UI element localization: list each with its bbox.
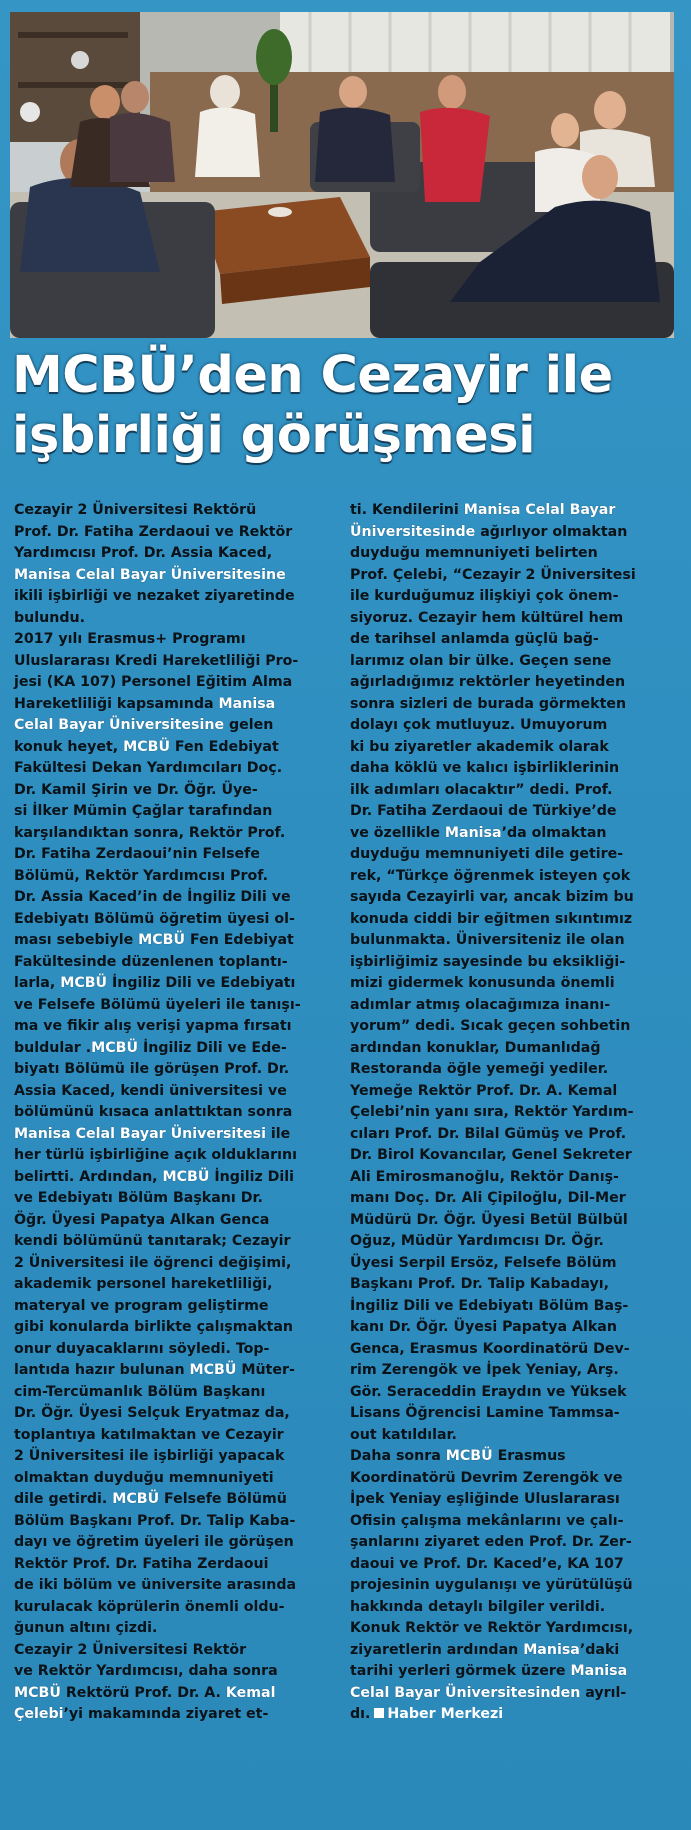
- article-text-line: [14, 1188, 334, 1210]
- article-text: İngiliz Dili ve Ede-: [138, 1039, 287, 1056]
- article-column-right: [350, 500, 680, 1726]
- article-text: Genca, Erasmus Koordinatörü Dev-: [350, 1340, 630, 1357]
- article-text-line: [14, 1661, 334, 1683]
- article-text: bölümünü kısaca anlattıktan sonra: [14, 1104, 293, 1120]
- article-text: Rektörü Prof. Dr. A.: [60, 1684, 226, 1701]
- article-text-line: [14, 715, 334, 737]
- article-text-line: [14, 973, 334, 995]
- article-text-line: [350, 1059, 680, 1081]
- article-text-line: [350, 522, 680, 544]
- article-text-line: [350, 1618, 680, 1640]
- article-text-line: [14, 500, 334, 522]
- article-text: manı Doç. Dr. Ali Çipiloğlu, Dil-Mer: [350, 1190, 626, 1206]
- article-text: ’yi makamında ziyaret et-: [63, 1706, 269, 1722]
- article-text-line: [350, 1145, 680, 1167]
- article-text: Dr. Assia Kaced’in de İngiliz Dili ve: [14, 889, 291, 905]
- article-text-line: [14, 1618, 334, 1640]
- article-text-line: [14, 930, 334, 952]
- article-text: ayrıl-: [580, 1684, 627, 1701]
- article-text: cıları Prof. Dr. Bilal Gümüş ve Prof.: [350, 1125, 627, 1142]
- article-text-line: [14, 1532, 334, 1554]
- article-text-line: [350, 1597, 680, 1619]
- article-text: duyduğu memnuniyeti dile getire-: [350, 846, 624, 862]
- article-text-line: [350, 1016, 680, 1038]
- article-text: Başkanı Prof. Dr. Talip Kabadayı,: [350, 1276, 610, 1292]
- article-text: Restoranda öğle yemeği yediler.: [350, 1061, 609, 1077]
- article-text-line: [350, 672, 680, 694]
- article-text: Üyesi Serpil Ersöz, Felsefe Bölüm: [350, 1254, 617, 1271]
- article-text: projesinin uygulanışı ve yürütülüşü: [350, 1577, 633, 1593]
- article-text-line: [14, 651, 334, 673]
- article-text-line: [14, 866, 334, 888]
- article-text: Gör. Seraceddin Eraydın ve Yüksek: [350, 1383, 627, 1400]
- article-text: ağırlıyor olmaktan: [475, 523, 628, 540]
- article-text-line: [350, 1317, 680, 1339]
- article-text: Dr. Birol Kovancılar, Genel Sekreter: [350, 1147, 632, 1163]
- highlighted-name: MCBÜ: [60, 975, 108, 991]
- article-text-line: [350, 565, 680, 587]
- article-photo: [10, 12, 674, 338]
- article-text: Edebiyatı Bölümü öğretim üyesi ol-: [14, 910, 295, 927]
- article-text-line: [350, 887, 680, 909]
- article-text-line: [350, 1532, 680, 1554]
- article-text: Dr. Fatiha Zerdaoui’nin Felsefe: [14, 846, 260, 862]
- article-text-line: [350, 909, 680, 931]
- article-text-line: [14, 1511, 334, 1533]
- article-text-line: [350, 1296, 680, 1318]
- article-text-line: [350, 1446, 680, 1468]
- byline: Haber Merkezi: [387, 1706, 504, 1722]
- article-text-line: [14, 1317, 334, 1339]
- highlighted-name: MCBÜ: [138, 932, 186, 948]
- article-text: buldular .: [14, 1039, 92, 1056]
- article-text-line: [350, 1188, 680, 1210]
- article-text-line: [14, 780, 334, 802]
- article-text-line: [350, 1425, 680, 1447]
- article-text: ğunun altını çizdi.: [14, 1620, 158, 1636]
- article-text-line: [350, 1683, 680, 1705]
- highlighted-name: Kemal: [225, 1684, 276, 1701]
- article-text: akademik personel hareketliliği,: [14, 1276, 273, 1292]
- article-text: duyduğu memnuniyeti belirten: [350, 545, 598, 561]
- article-text: rim Zerengök ve İpek Yeniay, Arş.: [350, 1362, 619, 1378]
- article-text-line: [350, 1640, 680, 1662]
- article-text-line: [350, 758, 680, 780]
- article-text-line: [350, 1575, 680, 1597]
- article-text: daoui ve Prof. Dr. Kaced’e, KA 107: [350, 1555, 624, 1572]
- article-text: olmaktan duyduğu memnuniyeti: [14, 1469, 274, 1486]
- article-text: kendi bölümünü tanıtarak; Cezayir: [14, 1233, 291, 1249]
- article-text-line: [350, 823, 680, 845]
- article-text-line: [14, 1446, 334, 1468]
- article-text: Bölüm Başkanı Prof. Dr. Talip Kaba-: [14, 1512, 296, 1529]
- article-text-line: [14, 1231, 334, 1253]
- article-text-line: [350, 780, 680, 802]
- article-text-line: [14, 1640, 334, 1662]
- article-text: hakkında detaylı bilgiler verildi.: [350, 1598, 606, 1615]
- article-text: cim-Tercümanlık Bölüm Başkanı: [14, 1383, 266, 1400]
- article-text: Erasmus: [492, 1448, 566, 1464]
- article-text: İngiliz Dili ve Edebiyatı: [107, 975, 296, 991]
- article-text: 2 Üniversitesi ile öğrenci değişimi,: [14, 1254, 292, 1271]
- article-text: ’daki: [579, 1641, 620, 1658]
- article-text-line: [350, 973, 680, 995]
- article-text: kanı Dr. Öğr. Üyesi Papatya Alkan: [350, 1319, 617, 1335]
- article-text: ardından konuklar, Dumanlıdağ: [350, 1039, 601, 1056]
- highlighted-name: Üniversitesinde: [350, 523, 476, 540]
- article-text: biyatı Bölümü ile görüşen Prof. Dr.: [14, 1061, 290, 1077]
- article-text: 2 Üniversitesi ile işbirliği yapacak: [14, 1448, 285, 1464]
- highlighted-name: Manisa Celal Bayar: [463, 502, 616, 518]
- article-text: ve Rektör Yardımcısı, daha sonra: [14, 1663, 278, 1679]
- article-text: Fen Edebiyat: [185, 932, 294, 948]
- article-text: Müter-: [236, 1362, 295, 1378]
- article-text-line: [350, 1210, 680, 1232]
- highlighted-name: Celal Bayar Üniversitesinden: [350, 1684, 581, 1701]
- article-text: de tarihsel anlamda güçlü bağ-: [350, 631, 599, 647]
- article-text: larımız olan bir ülke. Geçen sene: [350, 652, 612, 669]
- article-text: dı.: [350, 1706, 371, 1722]
- article-text-line: [350, 952, 680, 974]
- article-text-line: [14, 995, 334, 1017]
- article-column-left: [14, 500, 334, 1726]
- article-text-line: [14, 1575, 334, 1597]
- article-text-line: [14, 1425, 334, 1447]
- article-text: jesi (KA 107) Personel Eğitim Alma: [14, 674, 293, 690]
- article-text-line: [350, 715, 680, 737]
- article-text: belirtti. Ardından,: [14, 1168, 163, 1185]
- article-text: Konuk Rektör ve Rektör Yardımcısı,: [350, 1620, 634, 1636]
- article-text: siyoruz. Cezayir hem kültürel hem: [350, 609, 624, 626]
- article-text: Öğr. Üyesi Papatya Alkan Genca: [14, 1211, 270, 1228]
- article-text-line: [350, 1081, 680, 1103]
- article-text-line: [350, 995, 680, 1017]
- article-text: ti. Kendilerini: [350, 502, 464, 518]
- square-bullet-icon: [374, 1708, 384, 1718]
- article-text-line: [14, 1683, 334, 1705]
- article-text-line: [14, 1489, 334, 1511]
- article-text-line: [14, 586, 334, 608]
- article-text: sonra sizleri de burada görmekten: [350, 695, 627, 712]
- article-text: Fakültesi Dekan Yardımcıları Doç.: [14, 760, 283, 776]
- article-text-line: [14, 1339, 334, 1361]
- article-text-line: [350, 1468, 680, 1490]
- article-text-line: [350, 608, 680, 630]
- article-text: onur duyacaklarını söyledi. Top-: [14, 1340, 270, 1357]
- highlighted-name: MCBÜ: [123, 738, 170, 755]
- article-text: ki bu ziyaretler akademik olarak: [350, 738, 609, 755]
- article-text-line: [14, 1081, 334, 1103]
- article-text: si İlker Mümin Çağlar tarafından: [14, 803, 273, 819]
- headline: [12, 346, 676, 466]
- article-text: Felsefe Bölümü: [159, 1491, 287, 1507]
- article-text: Hareketliliği kapsamında: [14, 695, 219, 712]
- article-text: daha köklü ve kalıcı işbirliklerinin: [350, 760, 620, 776]
- article-text-line: [14, 909, 334, 931]
- article-text: larla,: [14, 975, 61, 991]
- article-text-line: [14, 1167, 334, 1189]
- highlighted-name: MCBÜ: [162, 1168, 210, 1185]
- article-text-line: [350, 1661, 680, 1683]
- article-text: Çelebi’nin yanı sıra, Rektör Yardım-: [350, 1104, 634, 1120]
- article-text: ve Felsefe Bölümü üyeleri ile tanışı-: [14, 996, 301, 1013]
- article-text-line: [350, 930, 680, 952]
- headline-line-2: işbirliği görüşmesi: [12, 406, 536, 465]
- article-text: Yemeğe Rektör Prof. Dr. A. Kemal: [350, 1082, 618, 1099]
- article-text-line: [14, 758, 334, 780]
- article-text: Prof. Dr. Fatiha Zerdaoui ve Rektör: [14, 523, 293, 540]
- article-text-line: [350, 586, 680, 608]
- article-text-line: [14, 1253, 334, 1275]
- article-text: ve özellikle: [350, 824, 445, 841]
- article-text-line: [350, 1554, 680, 1576]
- highlighted-name: Manisa: [218, 695, 276, 712]
- article-text-line: [14, 1360, 334, 1382]
- article-text-line: [14, 1102, 334, 1124]
- article-text: Koordinatörü Devrim Zerengök ve: [350, 1469, 623, 1486]
- highlighted-name: Celal Bayar Üniversitesine: [14, 717, 225, 733]
- article-text-line: [350, 629, 680, 651]
- article-text-line: [350, 1403, 680, 1425]
- article-text-line: [350, 543, 680, 565]
- highlighted-name: Manisa Celal Bayar Üniversitesi: [14, 1125, 266, 1142]
- article-text-line: [350, 500, 680, 522]
- article-text: İpek Yeniay eşliğinde Uluslararası: [350, 1491, 620, 1507]
- headline-line-1: MCBÜ’den Cezayir ile: [12, 346, 613, 405]
- highlighted-name: Manisa: [523, 1641, 580, 1658]
- article-text-line: [14, 629, 334, 651]
- article-text-line: [350, 1167, 680, 1189]
- article-text-line: [14, 694, 334, 716]
- article-text-line: [350, 1704, 680, 1726]
- article-text-line: [350, 1382, 680, 1404]
- highlighted-name: Çelebi: [14, 1706, 64, 1722]
- article-text: Uluslararası Kredi Hareketliliği Pro-: [14, 652, 299, 669]
- article-text-line: [350, 844, 680, 866]
- article-text: Assia Kaced, kendi üniversitesi ve: [14, 1082, 287, 1099]
- meeting-photo-illustration: [10, 12, 674, 338]
- article-text-line: [14, 1274, 334, 1296]
- article-text-line: [14, 887, 334, 909]
- article-text: materyal ve program geliştirme: [14, 1297, 269, 1314]
- article-text: Yardımcısı Prof. Dr. Assia Kaced,: [14, 545, 273, 561]
- article-text: yorum” dedi. Sıcak geçen sohbetin: [350, 1018, 631, 1034]
- article-text: Daha sonra: [350, 1448, 446, 1464]
- article-text: ile kurduğumuz ilişkiyi çok önem-: [350, 588, 619, 604]
- article-text: bulunmakta. Üniversiteniz ile olan: [350, 932, 625, 948]
- article-text-line: [14, 1038, 334, 1060]
- article-text-line: [14, 1016, 334, 1038]
- article-text: dile getirdi.: [14, 1491, 113, 1507]
- article-text: Prof. Çelebi, “Cezayir 2 Üniversitesi: [350, 566, 636, 583]
- highlighted-name: MCBÜ: [112, 1491, 160, 1507]
- highlighted-name: MCBÜ: [14, 1684, 61, 1701]
- article-text-line: [14, 801, 334, 823]
- article-text: Fen Edebiyat: [169, 738, 279, 755]
- article-text: şanlarını ziyaret eden Prof. Dr. Zer-: [350, 1534, 632, 1550]
- article-text-line: [350, 1124, 680, 1146]
- article-text: ması sebebiyle: [14, 932, 139, 948]
- highlighted-name: MCBÜ: [189, 1362, 237, 1378]
- article-text: konuda ciddi bir eğitmen sıkıntımız: [350, 910, 633, 927]
- article-text-line: [350, 1231, 680, 1253]
- article-text: rek, “Türkçe öğrenmek isteyen çok: [350, 867, 631, 884]
- article-text: tarihi yerleri görmek üzere: [350, 1663, 571, 1679]
- article-text: gelen: [224, 717, 274, 733]
- article-text: İngiliz Dili ve Edebiyatı Bölüm Baş-: [350, 1297, 629, 1314]
- article-text-line: [14, 1382, 334, 1404]
- article-text: 2017 yılı Erasmus+ Programı: [14, 631, 246, 647]
- article-text-line: [350, 1489, 680, 1511]
- article-text: Bölümü, Rektör Yardımcısı Prof.: [14, 867, 268, 884]
- article-text: Cezayir 2 Üniversitesi Rektörü: [14, 502, 257, 518]
- article-text: ile: [265, 1125, 291, 1142]
- article-text: Rektör Prof. Dr. Fatiha Zerdaoui: [14, 1555, 269, 1572]
- article-text-line: [350, 801, 680, 823]
- article-text-line: [14, 1124, 334, 1146]
- article-text-line: [350, 1511, 680, 1533]
- article-text: ma ve fikir alış verişi yapma fırsatı: [14, 1018, 292, 1034]
- article-text-line: [14, 952, 334, 974]
- article-text-line: [14, 844, 334, 866]
- article-text-line: [350, 737, 680, 759]
- article-text-line: [14, 1403, 334, 1425]
- article-text: ilk adımları olacaktır” dedi. Prof.: [350, 781, 613, 798]
- article-text-line: [14, 1597, 334, 1619]
- highlighted-name: Manisa: [570, 1663, 628, 1679]
- article-text-line: [14, 1210, 334, 1232]
- article-text-line: [14, 672, 334, 694]
- article-text: her türlü işbirliğine açık olduklarını: [14, 1147, 297, 1163]
- article-text-line: [14, 543, 334, 565]
- article-text: mizi gidermek konusunda önemli: [350, 975, 615, 991]
- article-text: ikili işbirliği ve nezaket ziyaretinde: [14, 588, 295, 604]
- article-text: toplantıya katılmaktan ve Cezayir: [14, 1426, 284, 1443]
- article-text-line: [14, 1468, 334, 1490]
- highlighted-name: MCBÜ: [445, 1448, 493, 1464]
- article-text: Lisans Öğrencisi Lamine Tammsa-: [350, 1405, 620, 1421]
- article-text-line: [14, 565, 334, 587]
- article-text: Dr. Öğr. Üyesi Selçuk Eryatmaz da,: [14, 1405, 290, 1421]
- article-text: dolayı çok mutluyuz. Umuyorum: [350, 717, 608, 733]
- article-text: gibi konularda birlikte çalışmaktan: [14, 1319, 294, 1335]
- highlighted-name: Manisa: [444, 824, 502, 841]
- article-text: bulundu.: [14, 609, 85, 626]
- article-text-line: [350, 1360, 680, 1382]
- article-text-line: [14, 1704, 334, 1726]
- article-text: sayıda Cezayirli var, ancak bizim bu: [350, 889, 634, 905]
- article-text-line: [14, 823, 334, 845]
- article-text-line: [350, 1339, 680, 1361]
- article-text: Müdürü Dr. Öğr. Üyesi Betül Bülbül: [350, 1211, 628, 1228]
- article-text-line: [350, 866, 680, 888]
- article-text: karşılandıktan sonra, Rektör Prof.: [14, 824, 286, 841]
- article-text: lantıda hazır bulunan: [14, 1362, 190, 1378]
- article-text: Dr. Kamil Şirin ve Dr. Öğr. Üye-: [14, 781, 258, 798]
- article-text: Cezayir 2 Üniversitesi Rektör: [14, 1641, 247, 1658]
- highlighted-name: Manisa Celal Bayar Üniversitesine: [14, 566, 286, 583]
- article-text: adımlar atmış olacağımıza inanı-: [350, 996, 611, 1013]
- article-text-line: [350, 651, 680, 673]
- article-text: Ali Emirosmanoğlu, Rektör Danış-: [350, 1168, 619, 1185]
- article-text-line: [350, 1274, 680, 1296]
- article-text: işbirliğimiz sayesinde bu eksikliği-: [350, 953, 626, 970]
- article-text: ziyaretlerin ardından: [350, 1641, 524, 1658]
- article-text: kurulacak köprülerin önemli oldu-: [14, 1598, 285, 1615]
- article-text: dayı ve öğretim üyeleri ile görüşen: [14, 1534, 294, 1550]
- article-text-line: [350, 1038, 680, 1060]
- article-text-line: [350, 1253, 680, 1275]
- article-text-line: [14, 737, 334, 759]
- article-text-line: [14, 1296, 334, 1318]
- article-text: Oğuz, Müdür Yardımcısı Dr. Öğr.: [350, 1233, 604, 1249]
- article-text-line: [350, 694, 680, 716]
- article-text: Dr. Fatiha Zerdaoui de Türkiye’de: [350, 803, 617, 819]
- article-text: out katıldılar.: [350, 1426, 457, 1443]
- article-text: İngiliz Dili: [209, 1168, 295, 1185]
- article-text: ve Edebiyatı Bölüm Başkanı Dr.: [14, 1190, 263, 1206]
- article-text: ’da olmaktan: [501, 824, 607, 841]
- article-text: de iki bölüm ve üniversite arasında: [14, 1577, 297, 1593]
- article-text-line: [14, 608, 334, 630]
- article-text-line: [14, 1554, 334, 1576]
- article-text-line: [14, 522, 334, 544]
- highlighted-name: MCBÜ: [91, 1039, 139, 1056]
- article-text-line: [14, 1145, 334, 1167]
- article-text-line: [14, 1059, 334, 1081]
- article-text: konuk heyet,: [14, 738, 124, 755]
- article-text: Fakültesinde düzenlenen toplantı-: [14, 953, 288, 970]
- article-text-line: [350, 1102, 680, 1124]
- article-text: ağırladığımız rektörler heyetinden: [350, 674, 626, 690]
- article-text: Ofisin çalışma mekânlarını ve çalı-: [350, 1512, 624, 1529]
